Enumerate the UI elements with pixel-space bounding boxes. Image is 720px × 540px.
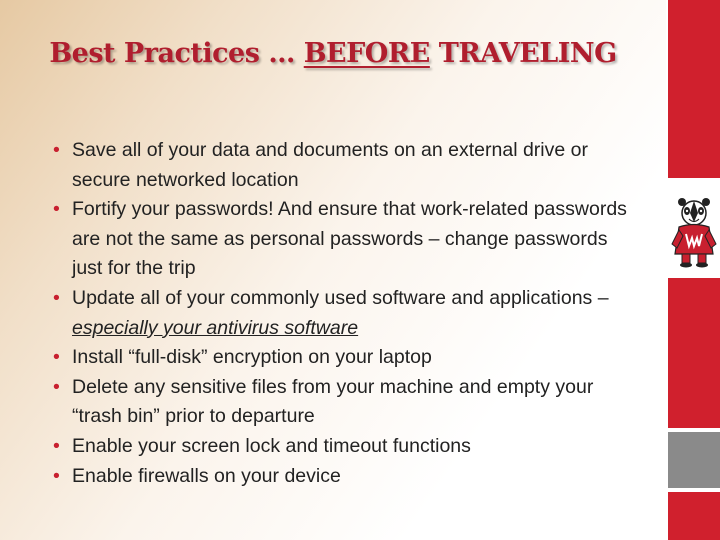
bullet-item-2 (53, 195, 633, 284)
bullet-text: Save all of your data and documents on an external drive or secure networked location (72, 139, 588, 191)
bullet-item-3 (53, 284, 633, 343)
brand-sidebar (666, 0, 720, 540)
bullet-dot: • (53, 139, 60, 161)
badger-mascot-logo-icon (671, 182, 717, 274)
bullet-text: Enable your screen lock and timeout functions (72, 434, 471, 457)
bullet-item-5 (53, 373, 633, 432)
bullet-dot: • (53, 286, 60, 309)
bullet-list (53, 136, 633, 491)
bullet-dot: • (53, 375, 60, 398)
bullet-dot: • (53, 346, 60, 369)
title-prefix: Best Practices … (49, 38, 304, 69)
bullet-item-7 (53, 462, 633, 492)
bullet-text: Update all of your commonly used software and applications – (72, 286, 609, 309)
bullet-text: Install “full-disk” encryption on your laptop (72, 346, 432, 369)
sidebar-red-block-bottom (668, 492, 720, 540)
bullet-item-6 (53, 432, 633, 462)
bullet-dot: • (53, 434, 60, 457)
bullet-item-1 (53, 136, 633, 195)
slide-title (0, 38, 666, 69)
bullet-dot: • (53, 464, 60, 487)
title-before-underlined: BEFORE (303, 38, 430, 69)
sidebar-gray-block (668, 432, 720, 488)
sidebar-red-block-top (668, 0, 720, 178)
sidebar-mascot-panel (668, 182, 720, 274)
title-suffix: TRAVELING (429, 38, 617, 69)
bullet-dot: • (53, 198, 60, 221)
bullet-text: Fortify your passwords! And ensure that work-related passwords are not the same as personal passwords – change passwords just for the trip (72, 198, 627, 280)
bullet-text: Delete any sensitive files from your machine and empty your “trash bin” prior to departure (72, 375, 594, 428)
sidebar-red-block-middle (668, 278, 720, 428)
bullet-emphasis: especially your antivirus software (72, 316, 359, 339)
bullet-item-4 (53, 343, 633, 373)
bullet-text: Enable firewalls on your device (72, 464, 341, 487)
